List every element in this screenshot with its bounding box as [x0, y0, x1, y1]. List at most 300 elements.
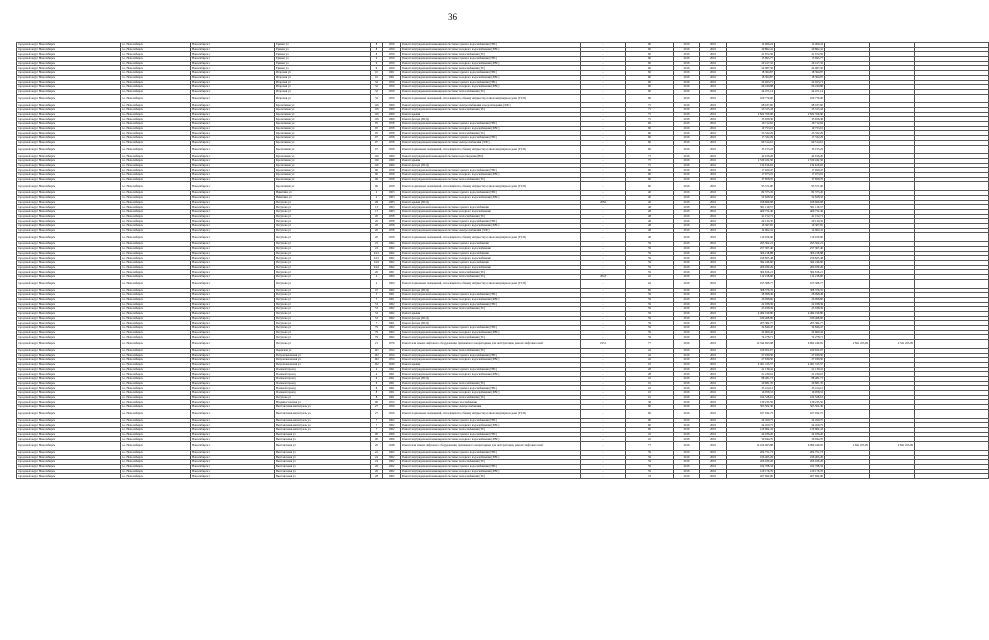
table-cell: Выставочная ул	[275, 474, 371, 479]
table-cell: городской округ Новосибирск	[17, 210, 121, 215]
table-cell: 42 916,20	[775, 154, 825, 159]
table-cell: 53	[371, 307, 383, 312]
table-cell: 2016	[674, 464, 700, 469]
table-cell: 2016	[700, 108, 727, 113]
table-cell: Ремонт внутридомовой инженерной системы горячего водоснабжения (ГВС)	[401, 432, 581, 437]
table-cell: 1954	[383, 348, 401, 353]
table-cell: 2016	[700, 391, 727, 396]
table-cell: 501 119,57	[727, 205, 775, 210]
table-cell: 2016	[700, 117, 727, 122]
table-cell: 204 751,73	[727, 450, 775, 455]
table-cell: г.о. Новосибирск	[121, 297, 191, 302]
table-cell: -	[581, 261, 626, 266]
table-cell: 95	[371, 126, 383, 131]
table-cell: Петухова ул	[275, 261, 371, 266]
table-cell: 1954	[383, 358, 401, 363]
table-cell: 2016	[674, 391, 700, 396]
table-cell: 60	[626, 52, 674, 57]
table-cell: Новосибирск г	[191, 52, 275, 57]
table-cell: 59	[626, 460, 674, 465]
table-cell: 2016	[674, 297, 700, 302]
table-cell: 1962	[383, 311, 401, 316]
table-cell: Ремонт внутридомовой инженерной системы горячего водоснабжения	[401, 261, 581, 266]
table-cell: городской округ Новосибирск	[17, 335, 121, 340]
table-cell: 2016	[700, 362, 727, 367]
table-cell: г.о. Новосибирск	[121, 251, 191, 256]
table-cell	[870, 94, 915, 103]
table-cell: 164 528,61	[727, 395, 775, 400]
table-cell: городской округ Новосибирск	[17, 242, 121, 247]
table-cell: 394 246,60	[775, 261, 825, 266]
table-cell: 105 368,77	[775, 279, 825, 288]
table-cell: 60	[626, 423, 674, 428]
table-cell: г.о. Новосибирск	[121, 233, 191, 242]
table-cell: 25	[626, 362, 674, 367]
table-cell: городской округ Новосибирск	[17, 377, 121, 382]
table-cell: 304 816,21	[727, 270, 775, 275]
table-cell	[825, 279, 870, 288]
table-cell: 2016	[700, 340, 727, 349]
table-cell: 59	[626, 450, 674, 455]
table-cell: 60	[626, 89, 674, 94]
table-cell: 60 514,61	[775, 140, 825, 145]
table-cell: 24 936,20	[775, 432, 825, 437]
table-cell: Петухова ул	[275, 279, 371, 288]
table-cell: 205 384,77	[727, 321, 775, 326]
table-cell: Новосибирск г	[191, 256, 275, 261]
table-cell: 1959	[383, 80, 401, 85]
table-cell: Новосибирск г	[191, 340, 275, 349]
table-cell: г.о. Новосибирск	[121, 168, 191, 173]
table-cell: Новосибирск г	[191, 195, 275, 200]
table-cell: 2 841 453,09	[825, 442, 870, 451]
table-cell: 2016	[674, 428, 700, 433]
table-cell: Петухова ул	[275, 242, 371, 247]
table-cell: 37 858,70	[775, 177, 825, 182]
table-cell: Петухова ул	[275, 321, 371, 326]
table-cell: 53	[371, 311, 383, 316]
table-cell: г.о. Новосибирск	[121, 182, 191, 191]
table-cell: Новосибирск г	[191, 43, 275, 48]
table-cell: Петухова ул	[275, 302, 371, 307]
table-cell: Ремонт внутридомовой инженерной системы теплоснабжения (ТС)	[401, 108, 581, 113]
table-cell: 34 846,47	[775, 326, 825, 331]
table-cell: 24 987,50	[775, 66, 825, 71]
table-cell: 2016	[674, 182, 700, 191]
table-cell: 20	[371, 224, 383, 229]
table-cell: 2016	[700, 210, 727, 215]
table-cell: 13	[371, 205, 383, 210]
table-cell: 10	[371, 75, 383, 80]
table-cell: 48	[626, 224, 674, 229]
table-cell: Ремонт внутридомовой инженерной системы теплоснабжения (ТС)	[401, 474, 581, 479]
table-cell	[825, 145, 870, 154]
table-cell: г.о. Новосибирск	[121, 340, 191, 349]
table-cell: 2016	[674, 405, 700, 410]
table-cell-empty	[915, 442, 989, 451]
table-cell: городской округ Новосибирск	[17, 112, 121, 117]
table-cell: -	[581, 460, 626, 465]
table-cell: Никитина ул	[275, 195, 371, 200]
table-cell: Ремонт внутридомовой инженерной системы горячего водоснабжения	[401, 205, 581, 210]
table-cell: 257 307,40	[727, 246, 775, 251]
table-cell	[870, 409, 915, 418]
table-cell: г.о. Новосибирск	[121, 140, 191, 145]
table-cell: 95	[371, 122, 383, 127]
table-cell: 110 100,90	[727, 233, 775, 242]
table-cell: Новосибирск г	[191, 316, 275, 321]
table-cell: 20	[371, 214, 383, 219]
table-cell: 8	[371, 391, 383, 396]
table-cell: Новосибирск г	[191, 173, 275, 178]
table-cell: Новосибирск г	[191, 469, 275, 474]
table-cell: 48	[626, 210, 674, 215]
table-cell	[825, 474, 870, 479]
table-cell: Ремонт внутридомовой инженерной системы горячего водоснабжения (ГВС)	[401, 43, 581, 48]
table-cell: 257 307,40	[775, 246, 825, 251]
table-cell: -	[581, 372, 626, 377]
table-cell: Ремонт внутридомовой инженерной системы холодного водоснабжения (ХВС)	[401, 358, 581, 363]
table-cell: 42 916,20	[727, 154, 775, 159]
table-cell: -	[581, 353, 626, 358]
table-cell: 60	[626, 43, 674, 48]
table-cell: 1969	[383, 154, 401, 159]
table-cell: Кропоткина ул	[275, 182, 371, 191]
table-cell: городской округ Новосибирск	[17, 233, 121, 242]
table-cell: 206 930,26	[727, 265, 775, 270]
table-cell: 2016	[700, 75, 727, 80]
table-cell: 88 481,73	[727, 377, 775, 382]
table-cell: городской округ Новосибирск	[17, 122, 121, 127]
table-cell: 9	[371, 66, 383, 71]
table-cell: 2016	[700, 131, 727, 136]
table-cell: 68 187,60	[775, 103, 825, 108]
table-cell: Петухова ул	[275, 246, 371, 251]
table-cell: Новосибирск г	[191, 228, 275, 233]
table-cell: -	[581, 279, 626, 288]
table-cell: 24 936,20	[727, 432, 775, 437]
table-cell: г.о. Новосибирск	[121, 330, 191, 335]
table-cell: 59	[626, 251, 674, 256]
table-cell: Игарская ул	[275, 71, 371, 76]
table-cell: -	[581, 395, 626, 400]
table-cell: 2016	[674, 214, 700, 219]
table-cell: 28	[626, 367, 674, 372]
table-cell: Новосибирск г	[191, 279, 275, 288]
table-cell: 1961	[383, 75, 401, 80]
table-cell: Ремонт фасада (ПСД)	[401, 288, 581, 293]
table-cell: 75	[626, 159, 674, 164]
table-cell: г.о. Новосибирск	[121, 214, 191, 219]
table-cell: 23 938,39	[727, 307, 775, 312]
table-cell: 1962	[383, 261, 401, 266]
table-cell: 2016	[674, 293, 700, 298]
table-cell: г.о. Новосибирск	[121, 353, 191, 358]
table-cell: 1958	[383, 228, 401, 233]
table-cell: 26 098,60	[727, 297, 775, 302]
table-cell: 1962	[383, 256, 401, 261]
table-cell: Кропоткина ул	[275, 136, 371, 141]
table-cell: 24 660,42	[727, 330, 775, 335]
table-cell: 90	[371, 437, 383, 442]
table-cell-empty	[915, 145, 989, 154]
table-cell: Новосибирск г	[191, 103, 275, 108]
table-cell: 24 660,42	[775, 330, 825, 335]
table-cell: 27 939,50	[727, 358, 775, 363]
table-cell: -	[581, 177, 626, 182]
table-cell: Кропоткина ул	[275, 177, 371, 182]
table-cell: 2016	[700, 80, 727, 85]
table-cell: Новосибирск г	[191, 353, 275, 358]
table-cell: г.о. Новосибирск	[121, 219, 191, 224]
table-cell: Новосибирск г	[191, 270, 275, 275]
table-cell: городской округ Новосибирск	[17, 219, 121, 224]
table-cell: -	[581, 214, 626, 219]
table-cell: -	[581, 57, 626, 62]
table-cell: 1962	[383, 450, 401, 455]
table-cell: городской округ Новосибирск	[17, 340, 121, 349]
table-cell: 2016	[700, 428, 727, 433]
table-cell: 2016	[674, 200, 700, 205]
table-cell: Новосибирск г	[191, 288, 275, 293]
table-cell: 2016	[674, 131, 700, 136]
table-cell: 96	[371, 168, 383, 173]
table-cell: Ремонт внутридомовой инженерной системы горячего водоснабжения	[401, 251, 581, 256]
table-cell: 2016	[674, 335, 700, 340]
table-cell: 60	[626, 47, 674, 52]
table-cell: 6 962 249,95	[775, 340, 825, 349]
table-cell: 1962	[383, 469, 401, 474]
table-cell: 1962	[383, 326, 401, 331]
table-cell: 27 939,50	[775, 358, 825, 363]
table-cell: -	[581, 210, 626, 215]
table-cell: 74 278,71	[775, 335, 825, 340]
table-cell: г.о. Новосибирск	[121, 335, 191, 340]
table-cell: -	[581, 377, 626, 382]
table-cell: городской округ Новосибирск	[17, 43, 121, 48]
table-cell: 1958	[383, 173, 401, 178]
table-cell: 2016	[700, 177, 727, 182]
table-cell: 2016	[674, 362, 700, 367]
table-cell: городской округ Новосибирск	[17, 251, 121, 256]
table-cell: 59	[626, 330, 674, 335]
table-cell: 2016	[674, 275, 700, 280]
table-cell: Кропоткина ул	[275, 154, 371, 159]
table-cell: 2016	[700, 460, 727, 465]
table-cell: Ремонт внутридомовой инженерной системы горячего водоснабжения (ГВС)	[401, 168, 581, 173]
table-cell: -	[581, 418, 626, 423]
table-cell: 21 139,41	[727, 367, 775, 372]
table-cell: 2016	[674, 418, 700, 423]
table-cell: -	[581, 474, 626, 479]
table-cell: Кропоткина ул	[275, 103, 371, 108]
table-cell: 105 368,77	[727, 279, 775, 288]
table-cell: -	[581, 367, 626, 372]
table-cell: 2016	[700, 224, 727, 229]
table-cell: городской округ Новосибирск	[17, 288, 121, 293]
table-cell: городской округ Новосибирск	[17, 275, 121, 280]
table-cell: 116	[371, 108, 383, 113]
table-cell: г.о. Новосибирск	[121, 177, 191, 182]
table-cell: 1961	[383, 293, 401, 298]
table-cell: г.о. Новосибирск	[121, 391, 191, 396]
table-cell: 18 364,87	[727, 71, 775, 76]
table-cell-empty	[915, 409, 989, 418]
table-cell: 8	[371, 43, 383, 48]
table-cell: г.о. Новосибирск	[121, 52, 191, 57]
table-cell: 2016	[674, 455, 700, 460]
table-cell: 2016	[674, 251, 700, 256]
table-cell: 60	[626, 66, 674, 71]
table-cell: Ремонт внутридомовой инженерной системы горячего водоснабжения (ГВС)	[401, 57, 581, 62]
table-cell: Выставочная ул	[275, 469, 371, 474]
table-cell: -	[581, 140, 626, 145]
table-cell: 2016	[674, 450, 700, 455]
table-cell: 58	[626, 400, 674, 405]
table-cell: Новосибирск г	[191, 464, 275, 469]
table-cell: 27	[371, 405, 383, 410]
table-cell: 2016	[700, 159, 727, 164]
table-cell: городской округ Новосибирск	[17, 386, 121, 391]
table-cell: 48	[626, 219, 674, 224]
table-cell: 2016	[700, 358, 727, 363]
table-cell: Игарская ул	[275, 85, 371, 90]
table-cell: городской округ Новосибирск	[17, 163, 121, 168]
table-row	[17, 182, 989, 191]
table-cell: городской округ Новосибирск	[17, 145, 121, 154]
table-cell: 1954	[383, 353, 401, 358]
table-cell: Выставочная ул	[275, 437, 371, 442]
table-cell: городской округ Новосибирск	[17, 302, 121, 307]
table-cell: 1962	[383, 265, 401, 270]
table-cell: г.о. Новосибирск	[121, 270, 191, 275]
table-cell: 2016	[700, 112, 727, 117]
table-cell: 1969	[383, 117, 401, 122]
table-cell: 19 753,01	[775, 126, 825, 131]
table-cell: Новосибирск г	[191, 154, 275, 159]
table-cell: Новосибирск г	[191, 418, 275, 423]
table-cell: 2016	[700, 418, 727, 423]
table-cell: 20 681,35	[727, 381, 775, 386]
table-cell: Ремонт внутридомовой инженерной системы теплоснабжения (ТС)	[401, 348, 581, 353]
table-cell: 2016	[700, 191, 727, 196]
table-cell: Выставочная ул	[275, 432, 371, 437]
table-cell: 21 672,56	[727, 52, 775, 57]
table-cell: г.о. Новосибирск	[121, 57, 191, 62]
table-cell: 1958	[383, 224, 401, 229]
table-cell: 2016	[674, 224, 700, 229]
table-cell: -	[581, 293, 626, 298]
table-cell: Ремонт внутридомовой инженерной системы холодного водоснабжения (ХВС)	[401, 173, 581, 178]
table-cell: Новосибирск г	[191, 372, 275, 377]
table-cell: городской округ Новосибирск	[17, 71, 121, 76]
table-cell: 1958	[383, 177, 401, 182]
table-cell: 1958	[383, 136, 401, 141]
table-cell: Выставочная ул	[275, 455, 371, 460]
table-cell: 1951	[581, 340, 626, 349]
table-cell: 21 139,41	[775, 367, 825, 372]
table-cell: городской округ Новосибирск	[17, 400, 121, 405]
table-cell: 60	[626, 136, 674, 141]
table-cell: 2016	[700, 307, 727, 312]
table-cell: 9	[371, 61, 383, 66]
table-cell: 24 450,75	[775, 418, 825, 423]
table-cell: 2016	[674, 316, 700, 321]
table-cell: Новосибирск г	[191, 321, 275, 326]
table-cell: городской округ Новосибирск	[17, 432, 121, 437]
table-cell: 168 669,68	[775, 200, 825, 205]
capital-repair-table	[16, 42, 989, 479]
table-cell: 2016	[674, 311, 700, 316]
table-cell: 16 712,62	[727, 122, 775, 127]
table-cell: Петухова ул	[275, 326, 371, 331]
table-cell: 79	[371, 335, 383, 340]
table-cell: 14 062,41	[727, 228, 775, 233]
table-cell: 6	[371, 377, 383, 382]
table-cell: 2016	[674, 377, 700, 382]
table-cell: Выставочная ул	[275, 442, 371, 451]
table-cell: -	[581, 75, 626, 80]
table-cell: Полевой проезд	[275, 367, 371, 372]
table-cell-empty	[915, 182, 989, 191]
table-cell: городской округ Новосибирск	[17, 395, 121, 400]
table-cell: Новосибирск г	[191, 75, 275, 80]
table-cell: 17 973,91	[775, 173, 825, 178]
table-cell: Ремонт внутридомовой инженерной системы холодного водоснабжения	[401, 256, 581, 261]
table-cell: -	[581, 330, 626, 335]
table-cell: 60	[626, 409, 674, 418]
table-cell: г.о. Новосибирск	[121, 437, 191, 442]
table-cell: 26	[371, 270, 383, 275]
table-cell: Петухова ул	[275, 307, 371, 312]
table-cell: Новосибирск г	[191, 409, 275, 418]
table-cell: 75	[626, 154, 674, 159]
table-cell: 2	[371, 195, 383, 200]
table-cell: Выставочная-магистраль ул	[275, 418, 371, 423]
table-cell: 40	[626, 200, 674, 205]
table-cell: 24 987,50	[727, 66, 775, 71]
table-cell: 10	[626, 391, 674, 396]
table-cell: 206 930,26	[727, 460, 775, 465]
table-cell: Ермака ул	[275, 43, 371, 48]
table-cell: 2016	[674, 302, 700, 307]
table-cell: 82 375,45	[727, 191, 775, 196]
table-cell: 304 816,21	[775, 270, 825, 275]
table-cell: 15 695,77	[775, 57, 825, 62]
table-cell: 1958	[383, 214, 401, 219]
table-cell: 2016	[700, 311, 727, 316]
table-cell: г.о. Новосибирск	[121, 381, 191, 386]
table-cell: 130 233,56	[775, 400, 825, 405]
table-cell: -	[581, 108, 626, 113]
table-cell: 20 681,35	[775, 381, 825, 386]
table-cell: Новосибирск г	[191, 117, 275, 122]
table-cell: 6 999 249,95	[775, 442, 825, 451]
table-cell: 60	[626, 131, 674, 136]
table-cell: Новосибирск г	[191, 474, 275, 479]
table-cell: 2016	[700, 316, 727, 321]
table-cell: 33 414,12	[775, 386, 825, 391]
table-cell: г.о. Новосибирск	[121, 311, 191, 316]
table-cell: 2016	[700, 182, 727, 191]
table-cell: 20 417,32	[775, 61, 825, 66]
table-cell: 205 384,77	[775, 321, 825, 326]
table-cell: 2016	[674, 270, 700, 275]
table-cell: Новосибирск г	[191, 386, 275, 391]
table-cell: 75	[626, 108, 674, 113]
table-cell: 53	[626, 474, 674, 479]
table-cell: 2016	[700, 270, 727, 275]
